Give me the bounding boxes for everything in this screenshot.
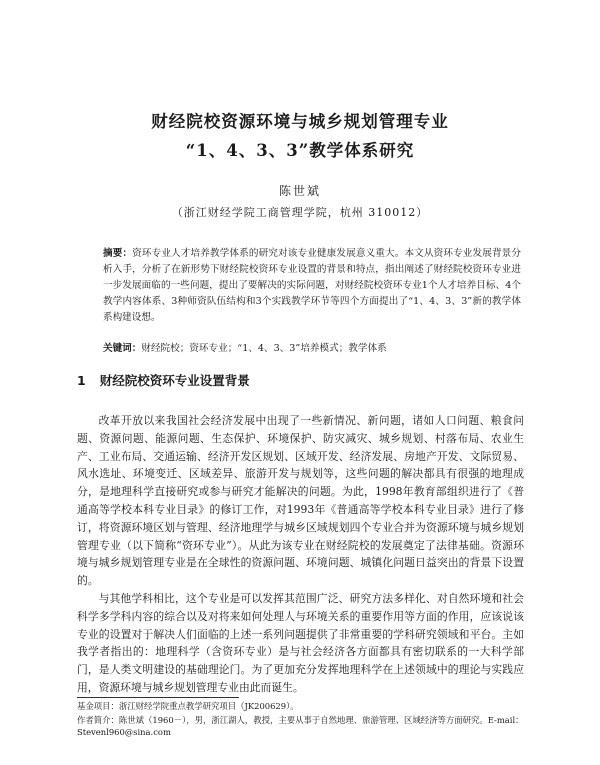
footnote-funding bbox=[77, 700, 524, 712]
body-paragraph: 改革开放以来我国社会经济发展中出现了一些新情况、新问题，诸如人口问题、粮食问题、资源问题、能源问题、生态保护、环境保护、防灾减灾、城乡规划、村落布局、农业生产、工业布局、交通运输、经济开发区规划、区域开发、经济发展、房地产开发、文际贸易、风水选址、环境变迁、区域差异、旅游开发与规划等，这些问题的解决都具有很强的地理成分，是地理科学直接研究或参与研究才能解决的问题。为此，1998年教育部组织进行了《普通高等学校本科专业目录》的修订工作，对1993年《普通高等学校本科专业目录》进行了修订，将资源环境区划与管理、经济地理学与城乡区域规划四个专业合并为资源环境与城乡规划管理专业（以下简称“资环专业”）。从此为该专业在财经院校的发展奠定了法律基础。资源环境与城乡规划管理专业是在全球性的资源问题、环境问题、城镇化问题日益突出的背景下设置的。 bbox=[77, 414, 524, 588]
abstract bbox=[103, 246, 521, 326]
abstract-text: 资环专业人才培养教学体系的研究对该专业健康发展意义重大。本文从资环专业发展背景分析入手，分析了在新形势下财经院校资环专业设置的背景和特点，指出阐述了财经院校资环专业进一步发展面临的一些问题，提出了要解决的实际问题，对财经院校资环专业1个人才培养目标、4个教学内容体系、3种师资队伍结构和3个实践教学环节等四个方面提出了“1、4、3、3”新的教学体系构建设想。 bbox=[103, 248, 521, 323]
author-name: 陈世斌 bbox=[278, 184, 321, 198]
paper-title-line2: “1、4、3、3”教学体系研究 bbox=[185, 141, 415, 160]
author-affiliation: （浙江财经学院工商管理学院，杭州 310012） bbox=[171, 206, 429, 219]
author-bio-label: 作者简介： bbox=[77, 715, 119, 725]
section-title: 财经院校资环专业设置背景 bbox=[99, 373, 250, 388]
author-bio-text: 陈世斌（1960－），男，浙江湖人，教授，主要从事于自然地理、旅游管理、区域经济等方面研究。E-mail：Stevenl960@sina.com bbox=[77, 715, 524, 737]
abstract-label: 摘要： bbox=[103, 248, 133, 259]
funding-label: 基金项目： bbox=[77, 701, 119, 711]
section-heading bbox=[77, 371, 250, 389]
funding-text: 浙江财经学院重点教学研究项目（JK200629）。 bbox=[118, 701, 299, 711]
keywords-label: 关键词： bbox=[103, 343, 142, 354]
section-number: 1 bbox=[77, 373, 86, 388]
body-paragraph: 与其他学科相比，这个专业是可以发挥其范围广泛、研究方法多样化、对自然环境和社会科学多学科内容的综合以及对将来如何处理人与环境关系的重要作用等方面的作用，应该说该专业的设置对于解决人们面临的上述一系列问题提供了非常重要的学科研究领域和平台。主如我学者指出的：地理科学（含资环专业）是与社会经济各方面都具有密切联系的一大科学部门，是人类文明建设的基础理论门。为了更加充分发挥地理科学在上述领域中的理论与实践应用，资源环境与城乡规划管理专业由此而诞生。 bbox=[77, 592, 524, 694]
footnote-author bbox=[77, 714, 524, 738]
paper-title-line1: 财经院校资源环境与城乡规划管理专业 bbox=[151, 112, 449, 131]
footnote-divider bbox=[77, 697, 239, 698]
keywords-text: 财经院校；资环专业；“1、4、3、3”培养模式；教学体系 bbox=[141, 343, 387, 354]
keywords bbox=[103, 341, 521, 357]
